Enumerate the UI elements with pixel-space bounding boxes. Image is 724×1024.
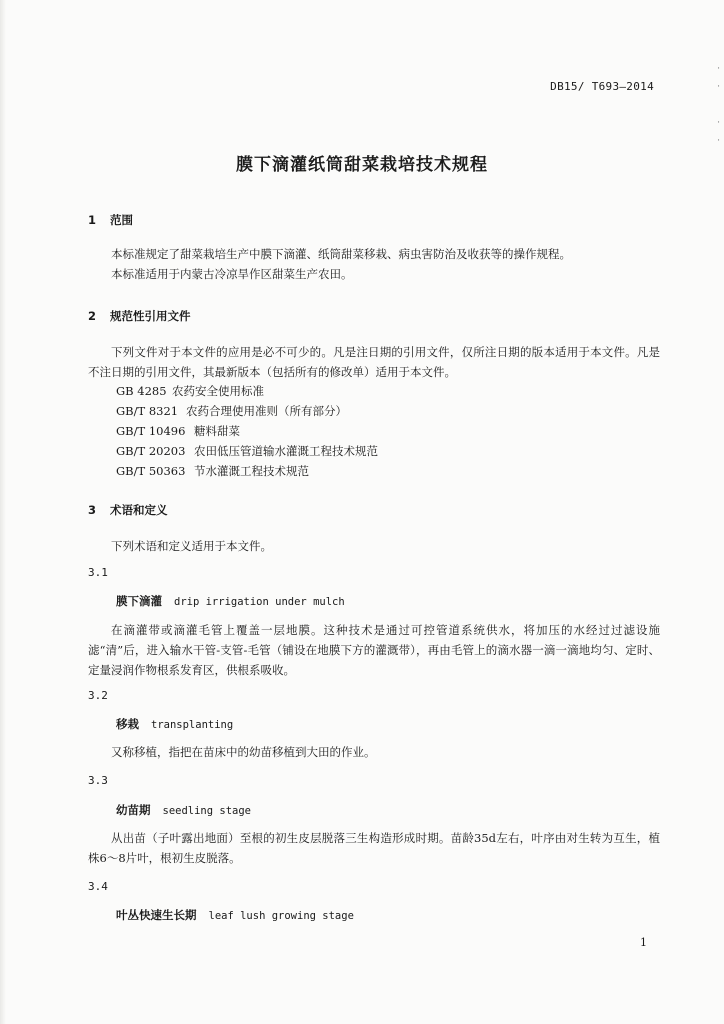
term-chinese: 幼苗期 xyxy=(116,803,151,817)
term-english: drip irrigation under mulch xyxy=(174,596,345,608)
reference-title: 农药安全使用标准 xyxy=(172,384,264,398)
page-number: 1 xyxy=(640,936,647,949)
reference-item xyxy=(116,463,309,479)
section-number: 1 xyxy=(88,213,97,227)
reference-code: GB/T 8321 xyxy=(116,404,179,418)
term-english: seedling stage xyxy=(162,805,252,817)
standard-code: DB15/ T693—2014 xyxy=(550,80,654,93)
term-chinese: 叶丛快速生长期 xyxy=(116,908,197,922)
paragraph: 下列文件对于本文件的应用是必不可少的。凡是注日期的引用文件，仅所注日期的版本适用于本文件。凡是不注日期的引用文件，其最新版本（包括所有的修改单）适用于本文件。 xyxy=(88,345,660,379)
reference-title: 节水灌溉工程技术规范 xyxy=(194,464,309,478)
section-title: 术语和定义 xyxy=(110,503,168,517)
term-entry xyxy=(116,802,251,818)
term-entry xyxy=(116,907,354,923)
clause-number: 3.1 xyxy=(88,566,108,579)
reference-item xyxy=(116,443,378,459)
clause-number: 3.2 xyxy=(88,689,108,702)
section-number: 2 xyxy=(88,309,97,323)
reference-code: GB/T 10496 xyxy=(116,424,186,438)
reference-code: GB 4285 xyxy=(116,384,167,398)
term-definition: 在滴灌带或滴灌毛管上覆盖一层地膜。这种技术是通过可控管道系统供水，将加压的水经过过滤设施滤“清”后，进入输水干管-支管-毛管（铺设在地膜下方的灌溉带），再由毛管上的滴水器一滴一滴地均匀、定时、定量浸润作物根系发育区，供根系吸收。 xyxy=(88,623,660,677)
clause-number: 3.3 xyxy=(88,774,108,787)
reference-item xyxy=(116,383,264,399)
section-heading xyxy=(88,212,133,228)
section-title: 范围 xyxy=(110,213,133,227)
term-entry xyxy=(116,716,233,732)
term-chinese: 膜下滴灌 xyxy=(116,594,162,608)
term-chinese: 移栽 xyxy=(116,717,139,731)
section-heading xyxy=(88,308,191,324)
paragraph: 本标准规定了甜菜栽培生产中膜下滴灌、纸筒甜菜移栽、病虫害防治及收获等的操作规程。 xyxy=(111,247,571,261)
reference-code: GB/T 20203 xyxy=(116,444,186,458)
reference-title: 农田低压管道输水灌溉工程技术规范 xyxy=(194,444,378,458)
section-number: 3 xyxy=(88,503,97,517)
term-english: leaf lush growing stage xyxy=(208,910,354,922)
binding-marks: · · · · xyxy=(717,64,720,146)
reference-item xyxy=(116,403,347,419)
term-english: transplanting xyxy=(151,719,234,731)
paragraph: 下列术语和定义适用于本文件。 xyxy=(111,539,272,553)
section-title: 规范性引用文件 xyxy=(110,309,191,323)
paragraph: 本标准适用于内蒙古冷凉旱作区甜菜生产农田。 xyxy=(111,267,353,281)
reference-item xyxy=(116,423,240,439)
term-definition: 从出苗（子叶露出地面）至根的初生皮层脱落三生构造形成时期。苗龄35d左右，叶序由对生转为互生，植株6～8片叶，根初生皮脱落。 xyxy=(88,831,660,865)
clause-number: 3.4 xyxy=(88,880,108,893)
reference-title: 糖料甜菜 xyxy=(194,424,240,438)
section-heading xyxy=(88,502,168,518)
reference-code: GB/T 50363 xyxy=(116,464,186,478)
reference-title: 农药合理使用准则（所有部分） xyxy=(186,404,347,418)
document-title: 膜下滴灌纸筒甜菜栽培技术规程 xyxy=(236,155,488,175)
term-entry xyxy=(116,593,345,609)
term-definition: 又称移植，指把在苗床中的幼苗移植到大田的作业。 xyxy=(111,745,376,759)
